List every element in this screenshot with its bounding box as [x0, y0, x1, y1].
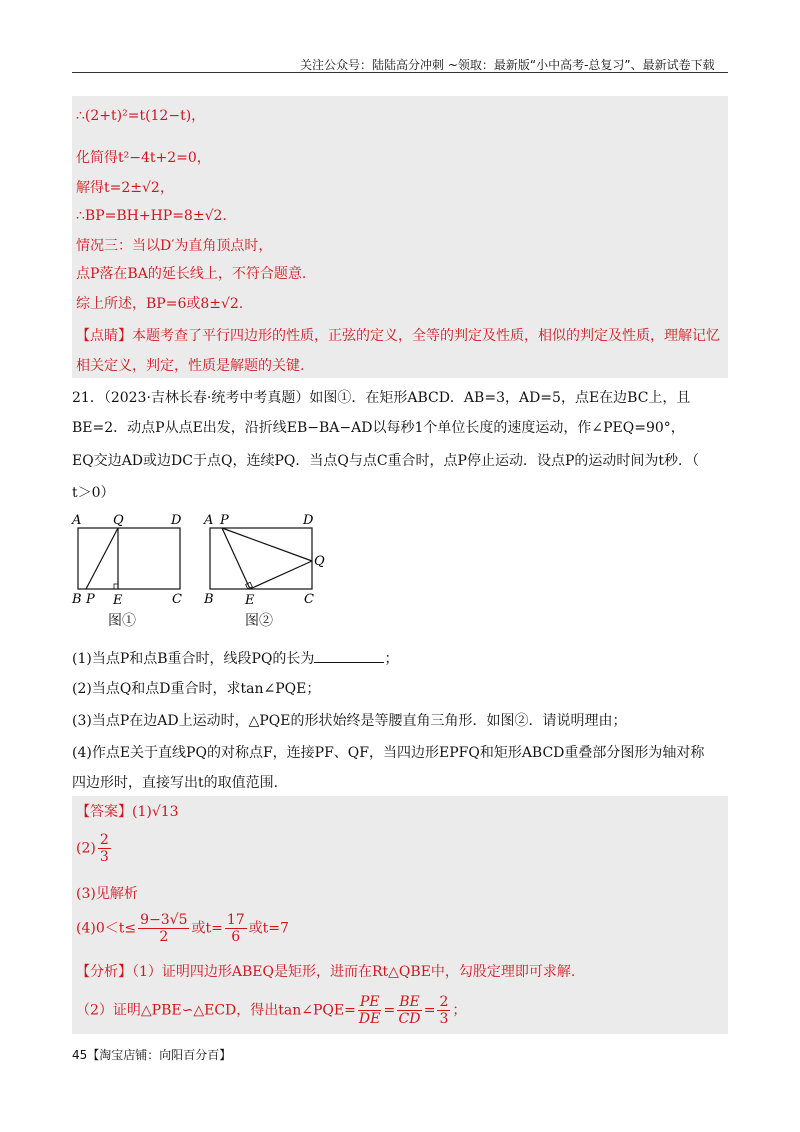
subquestion-4b: 四边形时，直接写出t的取值范围. [72, 775, 279, 791]
answer-4-fraction-1 [138, 912, 189, 945]
answer-4-den-2: 6 [231, 929, 241, 945]
fig2-label-D: D [303, 513, 314, 528]
answer-4-num-2: 17 [226, 912, 245, 928]
solution-line-3: 解得t=2±√2， [76, 180, 174, 196]
analysis-fraction-3 [437, 994, 450, 1027]
analysis-den-2: CD [398, 1011, 421, 1027]
question-line-2: BE=2．动点P从点E出发，沿折线EB−BA−AD以每秒1个单位长度的速度运动，作∠PEQ=90°， [72, 420, 685, 436]
page-header: 关注公众号：陆陆高分冲刺 ~领取：最新版“小中高考-总复习”、最新试卷下载 [300, 58, 715, 72]
fig2-label-C: C [304, 592, 314, 607]
subquestion-1-text: (1)当点P和点B重合时，线段PQ的长为 [72, 651, 315, 667]
answer-4-fraction-2 [225, 912, 247, 945]
header-divider [72, 72, 728, 73]
question-line-4: t＞0） [72, 485, 115, 501]
answer-line-1 [76, 802, 179, 822]
fig1-label-Q: Q [113, 513, 124, 528]
fig1-label-E: E [113, 593, 123, 608]
analysis-2-end: ； [452, 1002, 467, 1019]
comment-tag: 【点睛】 [76, 328, 132, 344]
answer-1: (1)√13 [132, 804, 179, 820]
solution-line-7: 综上所述，BP=6或8±√2. [76, 296, 244, 312]
analysis-den-3: 3 [439, 1011, 449, 1027]
analysis-tag: 【分析】 [76, 964, 132, 980]
figure-2-caption: 图② [245, 613, 273, 629]
answer-line-4 [76, 912, 289, 952]
fig1-label-D: D [171, 513, 182, 528]
solution-line-1: ∴(2+t)²=t(12−t)， [76, 108, 206, 124]
fig1-label-P: P [86, 592, 95, 607]
solution-line-4: ∴BP=BH+HP=8±√2. [76, 208, 227, 224]
comment-line-2: 相关定义，判定，性质是解题的关键. [76, 358, 305, 374]
answer-2-numerator: 2 [99, 832, 109, 848]
subquestion-1-end: ； [384, 651, 399, 667]
analysis-line-2 [76, 994, 466, 1034]
answer-tag: 【答案】 [76, 804, 132, 820]
question-line-3: EQ交边AD或边DC于点Q，连续PQ．当点Q与点C重合时，点P停止运动．设点P的运动时间为t秒．（ [72, 453, 699, 469]
answer-2-denominator: 3 [99, 849, 109, 865]
subquestion-2: (2)当点Q和点D重合时，求tan∠PQE； [72, 681, 321, 697]
fig1-label-C: C [172, 592, 182, 607]
fig2-label-Q: Q [314, 554, 325, 569]
fig2-label-E: E [245, 593, 255, 608]
analysis-num-2: BE [399, 994, 420, 1010]
figure-2 [200, 508, 335, 608]
solution-line-5: 情况三：当以D′为直角顶点时， [76, 238, 273, 254]
answer-2-label: (2) [76, 840, 96, 857]
answer-2-fraction [98, 832, 111, 865]
analysis-den-1: DE [358, 1011, 381, 1027]
answer-4-num-1: 9−3√5 [140, 912, 188, 928]
fig2-label-P: P [220, 513, 229, 528]
figure-1 [68, 508, 198, 608]
page-footer: 45【淘宝店铺：向阳百分百】 [72, 1048, 232, 1062]
fig2-label-A: A [204, 513, 214, 528]
answer-4-end: 或t=7 [248, 920, 289, 937]
solution-line-2: 化简得t²−4t+2=0， [76, 150, 211, 166]
analysis-text-1: （1）证明四边形ABEQ是矩形，进而在Rt△QBE中，勾股定理即可求解. [132, 964, 576, 980]
figure-1-caption: 图① [108, 613, 136, 629]
comment-text-1: 本题考查了平行四边形的性质，正弦的定义，全等的判定及性质，相似的判定及性质，理解记忆 [132, 328, 720, 344]
analysis-fraction-2 [397, 994, 422, 1027]
answer-line-2 [76, 832, 113, 872]
answer-4-pre: (4)0＜t≤ [76, 920, 137, 937]
answer-blank [314, 650, 384, 663]
analysis-fraction-1 [358, 994, 382, 1027]
answer-4-den-1: 2 [159, 929, 169, 945]
answer-4-mid: 或t= [191, 920, 223, 937]
analysis-num-1: PE [359, 994, 380, 1010]
analysis-2-pre: （2）证明△PBE∽△ECD，得出tan∠PQE= [76, 1002, 356, 1019]
subquestion-3: (3)当点P在边AD上运动时，△PQE的形状始终是等腰直角三角形．如图②．请说明理由； [72, 713, 627, 729]
subquestion-4a: (4)作点E关于直线PQ的对称点F，连接PF、QF，当四边形EPFQ和矩形ABCD重叠部分图形为轴对称 [72, 745, 705, 761]
subquestion-1 [72, 644, 398, 674]
analysis-eq-1: = [383, 1002, 396, 1019]
solution-line-6: 点P落在BA的延长线上，不符合题意. [76, 266, 307, 282]
analysis-eq-2: = [423, 1002, 436, 1019]
answer-line-3: (3)见解析 [76, 886, 138, 902]
comment-line-1 [76, 326, 720, 346]
question-line-1: 21．（2023·吉林长春·统考中考真题）如图①．在矩形ABCD．AB=3，AD=5，点E在边BC上，且 [72, 390, 691, 406]
analysis-num-3: 2 [439, 994, 449, 1010]
fig1-label-B: B [72, 592, 82, 607]
fig2-label-B: B [204, 592, 214, 607]
analysis-line-1 [76, 962, 575, 982]
fig1-label-A: A [72, 513, 82, 528]
